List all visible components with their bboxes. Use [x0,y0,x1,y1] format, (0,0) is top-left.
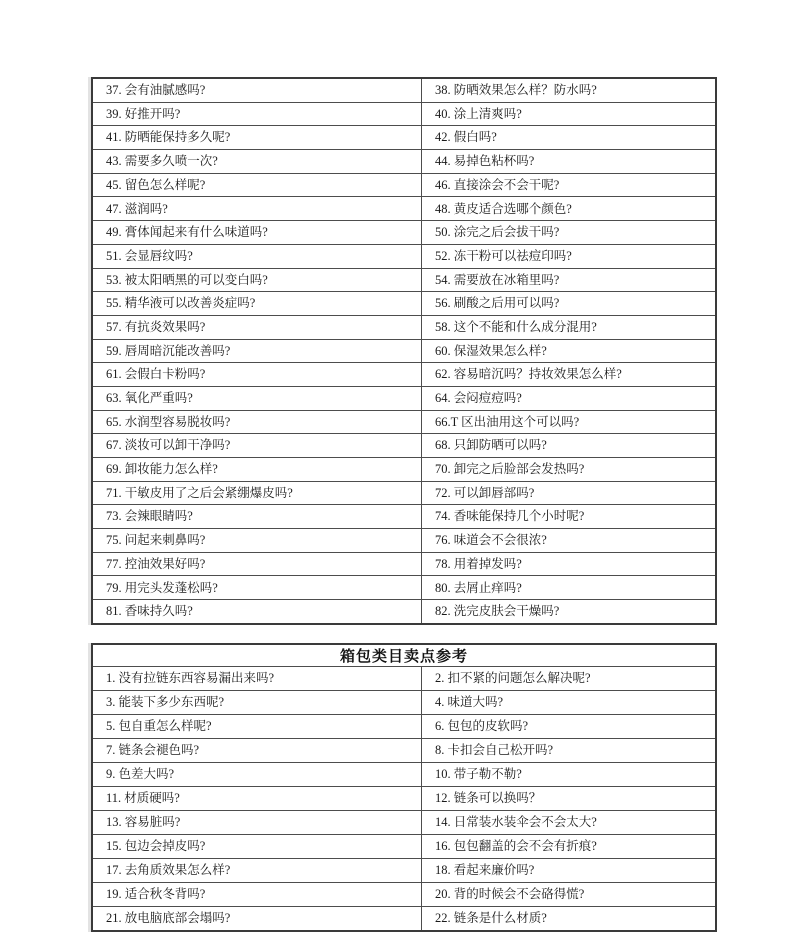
question-cell: 56. 刷酸之后用可以吗? [421,292,716,316]
question-cell: 81. 香味持久吗? [92,600,421,624]
table-row [92,691,716,715]
question-cell: 5. 包自重怎么样呢? [92,715,421,739]
question-cell: 8. 卡扣会自己松开吗? [421,739,716,763]
question-cell: 66.T 区出油用这个可以吗? [421,410,716,434]
table-row [92,315,716,339]
question-cell: 11. 材质硬吗? [92,787,421,811]
question-cell: 71. 干敏皮用了之后会紧绷爆皮吗? [92,481,421,505]
question-cell: 65. 水润型容易脱妆吗? [92,410,421,434]
table-row [92,576,716,600]
table-row [92,150,716,174]
table-row [92,292,716,316]
question-cell: 18. 看起来廉价吗? [421,859,716,883]
table-row [92,173,716,197]
table-row [92,859,716,883]
question-cell: 44. 易掉色粘杯吗? [421,150,716,174]
question-cell: 73. 会辣眼睛吗? [92,505,421,529]
question-cell: 62. 容易暗沉吗？持妆效果怎么样? [421,363,716,387]
table-row [92,529,716,553]
question-cell: 48. 黄皮适合选哪个颜色? [421,197,716,221]
question-cell: 7. 链条会褪色吗? [92,739,421,763]
table-row [92,763,716,787]
table-row [92,835,716,859]
question-cell: 53. 被太阳晒黑的可以变白吗? [92,268,421,292]
cosmetics-questions-table [91,77,717,625]
table-title-row [92,644,716,667]
question-cell: 80. 去屑止痒吗? [421,576,716,600]
question-cell: 69. 卸妆能力怎么样? [92,458,421,482]
question-cell: 39. 好推开吗? [92,102,421,126]
question-cell: 13. 容易脏吗? [92,811,421,835]
question-cell: 12. 链条可以换吗？ [421,787,716,811]
question-cell: 22. 链条是什么材质? [421,907,716,932]
question-cell: 16. 包包翻盖的会不会有折痕? [421,835,716,859]
question-cell: 67. 淡妆可以卸干净吗? [92,434,421,458]
question-cell: 6. 包包的皮软吗? [421,715,716,739]
table-row [92,739,716,763]
table-row [92,386,716,410]
question-cell: 47. 滋润吗? [92,197,421,221]
question-cell: 54. 需要放在冰箱里吗? [421,268,716,292]
question-cell: 46. 直接涂会不会干呢? [421,173,716,197]
question-cell: 58. 这个不能和什么成分混用? [421,315,716,339]
table-row [92,907,716,932]
table-row [92,600,716,624]
table-row [92,667,716,691]
table-title: 箱包类目卖点参考 [92,644,716,667]
question-cell: 1. 没有拉链东西容易漏出来吗? [92,667,421,691]
question-cell: 20. 背的时候会不会硌得慌? [421,883,716,907]
question-cell: 76. 味道会不会很浓? [421,529,716,553]
question-cell: 57. 有抗炎效果吗? [92,315,421,339]
question-cell: 9. 色差大吗? [92,763,421,787]
question-cell: 37. 会有油腻感吗? [92,78,421,102]
question-cell: 15. 包边会掉皮吗? [92,835,421,859]
question-cell: 74. 香味能保持几个小时呢? [421,505,716,529]
question-cell: 78. 用着掉发吗? [421,552,716,576]
table-row [92,102,716,126]
question-cell: 60. 保湿效果怎么样? [421,339,716,363]
table-row [92,458,716,482]
table-row [92,221,716,245]
question-cell: 41. 防晒能保持多久呢? [92,126,421,150]
table-row [92,434,716,458]
question-cell: 52. 冻干粉可以祛痘印吗? [421,244,716,268]
question-cell: 21. 放电脑底部会塌吗? [92,907,421,932]
question-cell: 59. 唇周暗沉能改善吗? [92,339,421,363]
question-cell: 55. 精华液可以改善炎症吗? [92,292,421,316]
table-row [92,126,716,150]
table-row [92,481,716,505]
question-cell: 68. 只卸防晒可以吗? [421,434,716,458]
table-row [92,883,716,907]
question-cell: 2. 扣不紧的问题怎么解决呢? [421,667,716,691]
question-cell: 19. 适合秋冬背吗? [92,883,421,907]
question-cell: 51. 会显唇纹吗? [92,244,421,268]
table-row [92,787,716,811]
table-row [92,552,716,576]
question-cell: 77. 控油效果好吗? [92,552,421,576]
table-row [92,811,716,835]
table-row [92,268,716,292]
question-cell: 82. 洗完皮肤会干燥吗? [421,600,716,624]
table-row [92,244,716,268]
question-cell: 42. 假白吗? [421,126,716,150]
question-cell: 75. 问起来刺鼻吗? [92,529,421,553]
question-cell: 4. 味道大吗? [421,691,716,715]
question-cell: 61. 会假白卡粉吗? [92,363,421,387]
question-cell: 49. 膏体闻起来有什么味道吗? [92,221,421,245]
question-cell: 10. 带子勒不勒? [421,763,716,787]
question-cell: 45. 留色怎么样呢? [92,173,421,197]
question-cell: 3. 能装下多少东西呢? [92,691,421,715]
question-cell: 79. 用完头发蓬松吗? [92,576,421,600]
luggage-questions-table [91,643,717,932]
question-cell: 40. 涂上清爽吗? [421,102,716,126]
question-cell: 72. 可以卸唇部吗? [421,481,716,505]
question-cell: 70. 卸完之后脸部会发热吗? [421,458,716,482]
question-cell: 64. 会闷痘痘吗? [421,386,716,410]
table-row [92,197,716,221]
question-cell: 38. 防晒效果怎么样？防水吗? [421,78,716,102]
table-row [92,505,716,529]
question-cell: 43. 需要多久喷一次? [92,150,421,174]
table-row [92,410,716,434]
table-row [92,339,716,363]
question-cell: 17. 去角质效果怎么样? [92,859,421,883]
question-cell: 63. 氧化严重吗? [92,386,421,410]
table-row [92,715,716,739]
table-row [92,363,716,387]
question-cell: 14. 日常装水装伞会不会太大? [421,811,716,835]
question-cell: 50. 涂完之后会拔干吗? [421,221,716,245]
table-row [92,78,716,102]
